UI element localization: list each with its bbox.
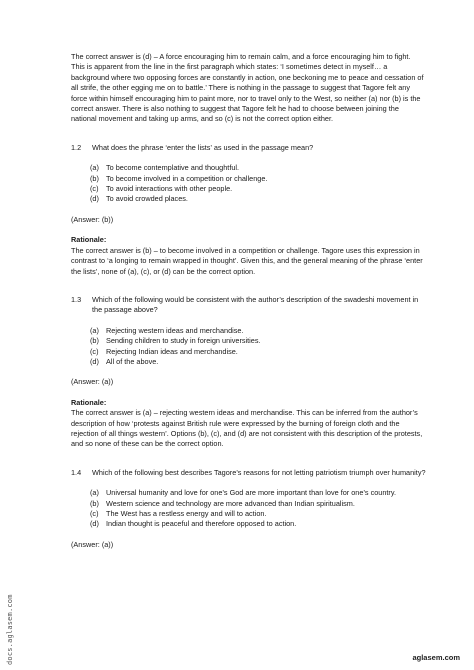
question-text: Which of the following would be consistent with the author’s description of the swadeshi movement in the passage above?: [92, 294, 419, 315]
question-text: Which of the following best describes Tagore’s reasons for not letting patriotism triumph over humanity?: [92, 467, 426, 477]
question-1-2: [71, 143, 426, 153]
option-d: (d) To avoid crowded places.: [90, 194, 188, 204]
option-c: (c) The West has a restless energy and will to action.: [90, 509, 267, 518]
option-b: (b) Western science and technology are more advanced than Indian spiritualism.: [90, 498, 355, 508]
option-d: (d) Indian thought is peaceful and therefore opposed to action.: [90, 519, 297, 529]
question-number: 1.3: [71, 294, 82, 304]
answer-1-3: (Answer: (a)): [71, 377, 114, 387]
intro-paragraph: The correct answer is (d) – A force encouraging him to remain calm, and a force encouraging him to fight. This is apparent from the line in the first paragraph which states: ‘I sometimes detect in myself… a background where two opposing forces are constantly in action, one beckoning me to peace and cessation of all strife, the other egging me on to battle.’ There is nothing in the passage to suggest that Tagore felt any force within himself encouraging him to paint more, nor to travel only to the West, so neither (a) nor (b) is the correct answer. There is also nothing to suggest that Tagore felt he had to choose between joining the national movement and taking up arms, and so (c) is not the correct option either.: [71, 52, 424, 124]
option-c: (c) Rejecting Indian ideas and merchandise.: [90, 346, 238, 356]
question-1-3: [71, 295, 426, 316]
option-a: (a) Rejecting western ideas and merchandise.: [90, 325, 244, 335]
answer-1-2: (Answer: (b)): [71, 214, 114, 224]
option-d: (d) All of the above.: [90, 356, 159, 366]
option-b: (b) Sending children to study in foreign universities.: [90, 336, 261, 346]
option-a: (a) To become contemplative and thoughtful.: [90, 163, 240, 173]
question-1-4: [71, 468, 426, 478]
options-list-1-4: [71, 488, 426, 530]
question-text: What does the phrase ‘enter the lists’ as used in the passage mean?: [92, 142, 314, 152]
question-number: 1.2: [71, 142, 82, 152]
rationale-1-2: The correct answer is (b) – to become involved in a competition or challenge. Tagore uses this expression in contrast to ‘a longing to remain wrapped in thought’. Given this, and the general meaning of the phrase ‘enter the lists’, none of (a), (c), or (d) can be the correct option.: [71, 245, 423, 276]
rationale-1-3: The correct answer is (a) – rejecting western ideas and merchandise. This can be inferred from the author’s description of how ‘protests against British rule were expressed by the burning of foreign cloth and the rejection of all things western’. Options (b), (c), and (d) are not consistent with this description of the protests, and so none of these can be the correct option.: [71, 408, 423, 449]
option-c: (c) To avoid interactions with other people.: [90, 184, 233, 194]
options-list-1-2: [71, 163, 426, 205]
side-watermark: docs.aglasem.com: [6, 594, 14, 665]
footer-brand-logo: aglasem.com: [412, 653, 460, 662]
options-list-1-3: [71, 326, 426, 368]
rationale-heading-1-3: Rationale:: [71, 397, 107, 407]
question-number: 1.4: [71, 467, 82, 477]
document-page: [71, 52, 426, 550]
answer-1-4: (Answer: (a)): [71, 539, 114, 549]
option-b: (b) To become involved in a competition or challenge.: [90, 173, 268, 183]
option-a: (a) Universal humanity and love for one’s God are more important than love for one’s country.: [90, 488, 397, 498]
rationale-heading-1-2: Rationale:: [71, 235, 107, 245]
